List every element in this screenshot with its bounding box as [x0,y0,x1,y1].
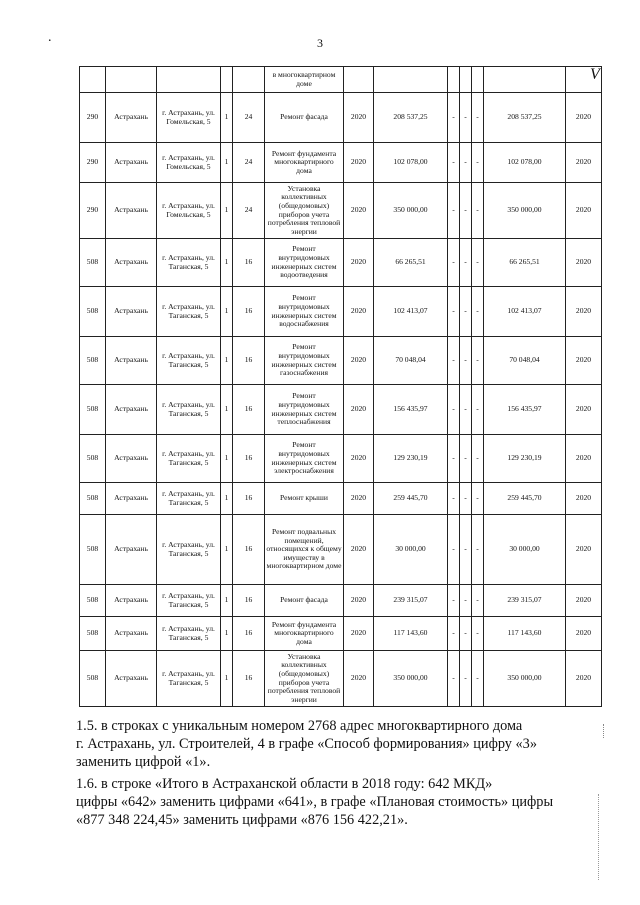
year-cell: 2020 [566,337,602,385]
city-cell: Астрахань [106,337,157,385]
dash-cell: - [448,385,460,435]
count-cell: 1 [221,435,233,483]
table-row [80,435,602,483]
dash-cell: - [448,183,460,239]
address-cell: г. Астрахань, ул. Таганская, 5 [157,617,221,651]
year-cell: 2020 [566,483,602,515]
dash-cell: - [472,287,484,337]
row-number-cell: 508 [80,287,106,337]
city-cell: Астрахань [106,617,157,651]
count-cell: 1 [221,239,233,287]
count-cell: 1 [221,585,233,617]
year-cell: 2020 [344,287,374,337]
count-cell: 24 [233,183,265,239]
city-cell: Астрахань [106,239,157,287]
year-cell: 2020 [566,617,602,651]
work-type-cell: Ремонт внутридомовых инженерных систем водоотведения [265,239,344,287]
table-row [80,515,602,585]
dash-cell: - [472,143,484,183]
page-number: 3 [317,36,323,50]
repair-program-table [79,66,602,707]
dash-cell: - [448,143,460,183]
row-number-cell: 508 [80,651,106,707]
row-number-cell: 290 [80,183,106,239]
margin-scan-mark [603,724,605,738]
year-cell: 2020 [566,651,602,707]
cost-cell: 129 230,19 [374,435,448,483]
year-cell: 2020 [344,239,374,287]
dash-cell: - [460,483,472,515]
dash-cell: - [472,515,484,585]
count-cell: 1 [221,337,233,385]
total-cost-cell: 30 000,00 [484,515,566,585]
count-cell: 1 [221,143,233,183]
work-type-cell: Ремонт внутридомовых инженерных систем теплоснабжения [265,385,344,435]
year-cell: 2020 [566,385,602,435]
cost-cell: 156 435,97 [374,385,448,435]
dash-cell: - [448,585,460,617]
paragraph-line: цифры «642» заменить цифрами «641», в графе «Плановая стоимость» цифры [76,794,554,810]
cost-cell: 350 000,00 [374,651,448,707]
total-cost-cell: 239 315,07 [484,585,566,617]
work-type-cell: Ремонт фундамента многоквартирного дома [265,617,344,651]
count-cell: 1 [221,385,233,435]
count-cell: 1 [221,617,233,651]
year-cell: 2020 [566,143,602,183]
row-number-cell: 290 [80,93,106,143]
year-cell: 2020 [566,183,602,239]
work-type-cell: Ремонт подвальных помещений, относящихся к общему имуществу в многоквартирном доме [265,515,344,585]
cost-cell: 30 000,00 [374,515,448,585]
dash-cell: - [472,385,484,435]
row-number-cell: 508 [80,515,106,585]
dash-cell: - [472,483,484,515]
cost-cell: 350 000,00 [374,183,448,239]
total-cost-cell: 350 000,00 [484,651,566,707]
table-row [80,143,602,183]
dash-cell: - [460,183,472,239]
paragraph-line: 1.5. в строках с уникальным номером 2768 адрес многоквартирного дома [76,718,523,734]
city-cell: Астрахань [106,385,157,435]
address-cell: г. Астрахань, ул. Таганская, 5 [157,651,221,707]
work-type-cell: Ремонт фундамента многоквартирного дома [265,143,344,183]
total-cost-cell: 102 078,00 [484,143,566,183]
dash-cell: - [460,385,472,435]
dash-cell: - [460,651,472,707]
city-cell: Астрахань [106,435,157,483]
city-cell: Астрахань [106,93,157,143]
count-cell: 24 [233,93,265,143]
dash-cell: - [460,617,472,651]
city-cell: Астрахань [106,585,157,617]
table-row-fragment [80,67,602,93]
total-cost-cell: 66 265,51 [484,239,566,287]
city-cell: Астрахань [106,651,157,707]
total-cost-cell: 156 435,97 [484,385,566,435]
city-cell: Астрахань [106,183,157,239]
dash-cell: - [460,143,472,183]
address-cell: г. Астрахань, ул. Таганская, 5 [157,515,221,585]
dash-cell: - [460,239,472,287]
dash-cell: - [472,585,484,617]
dash-cell: - [472,239,484,287]
dash-cell: - [472,93,484,143]
dash-cell: - [448,651,460,707]
work-type-cell: Установка коллективных (общедомовых) приборов учета потребления тепловой энергии [265,651,344,707]
row-number-cell: 508 [80,337,106,385]
total-cost-cell: 102 413,07 [484,287,566,337]
address-cell: г. Астрахань, ул. Гомельская, 5 [157,183,221,239]
row-number-cell: 508 [80,385,106,435]
paragraph-line: 1.6. в строке «Итого в Астраханской области в 2018 году: 642 МКД» [76,776,493,792]
work-type-cell: Ремонт крыши [265,483,344,515]
count-cell: 1 [221,93,233,143]
work-type-cell: Ремонт фасада [265,585,344,617]
year-cell: 2020 [566,515,602,585]
table-row [80,287,602,337]
year-cell: 2020 [566,93,602,143]
dash-cell: - [472,651,484,707]
dash-cell: - [460,337,472,385]
work-type-cell: Ремонт внутридомовых инженерных систем электроснабжения [265,435,344,483]
address-cell: г. Астрахань, ул. Таганская, 5 [157,337,221,385]
count-cell: 16 [233,435,265,483]
count-cell: 16 [233,239,265,287]
table-row [80,239,602,287]
cost-cell: 117 143,60 [374,617,448,651]
year-cell: 2020 [344,337,374,385]
table-row [80,617,602,651]
paragraph-line: г. Астрахань, ул. Строителей, 4 в графе «Способ формирования» цифру «3» [76,736,537,752]
dash-cell: - [460,435,472,483]
year-cell: 2020 [344,385,374,435]
dash-cell: - [448,435,460,483]
year-cell: 2020 [566,585,602,617]
dash-cell: - [472,617,484,651]
total-cost-cell: 259 445,70 [484,483,566,515]
count-cell: 16 [233,515,265,585]
count-cell: 16 [233,337,265,385]
dash-cell: - [472,435,484,483]
count-cell: 1 [221,515,233,585]
dash-cell: - [472,337,484,385]
work-type-cell: Ремонт внутридомовых инженерных систем газоснабжения [265,337,344,385]
year-cell: 2020 [566,435,602,483]
work-type-cell: в многоквартирном доме [265,67,344,93]
year-cell: 2020 [344,515,374,585]
table-row [80,483,602,515]
paragraph-line: заменить цифрой «1». [76,754,211,770]
margin-scan-mark [598,794,600,880]
count-cell: 1 [221,483,233,515]
cost-cell: 102 413,07 [374,287,448,337]
dash-cell: - [448,239,460,287]
year-cell: 2020 [344,183,374,239]
count-cell: 16 [233,287,265,337]
year-cell: 2020 [344,483,374,515]
work-type-cell: Ремонт фасада [265,93,344,143]
work-type-cell: Установка коллективных (общедомовых) приборов учета потребления тепловой энергии [265,183,344,239]
address-cell: г. Астрахань, ул. Таганская, 5 [157,585,221,617]
dash-cell: - [460,585,472,617]
handwritten-check-mark: V [590,66,600,83]
table-row [80,183,602,239]
table-row [80,93,602,143]
row-number-cell: 290 [80,143,106,183]
city-cell: Астрахань [106,483,157,515]
year-cell: 2020 [344,585,374,617]
cost-cell: 208 537,25 [374,93,448,143]
address-cell: г. Астрахань, ул. Гомельская, 5 [157,143,221,183]
year-cell: 2020 [344,617,374,651]
count-cell: 1 [221,651,233,707]
dash-cell: - [448,93,460,143]
address-cell: г. Астрахань, ул. Таганская, 5 [157,287,221,337]
year-cell: 2020 [344,143,374,183]
row-number-cell: 508 [80,585,106,617]
cost-cell: 66 265,51 [374,239,448,287]
address-cell: г. Астрахань, ул. Таганская, 5 [157,385,221,435]
count-cell: 16 [233,617,265,651]
count-cell: 16 [233,385,265,435]
count-cell: 1 [221,287,233,337]
row-number-cell: 508 [80,239,106,287]
table-row [80,385,602,435]
paragraph-1-6 [76,775,598,829]
address-cell: г. Астрахань, ул. Таганская, 5 [157,239,221,287]
year-cell: 2020 [566,287,602,337]
dash-cell: - [460,515,472,585]
dash-cell: - [448,515,460,585]
cost-cell: 239 315,07 [374,585,448,617]
dash-cell: - [472,183,484,239]
table-row [80,651,602,707]
row-number-cell: 508 [80,435,106,483]
dash-cell: - [460,93,472,143]
paragraph-1-5 [76,717,598,771]
count-cell: 16 [233,483,265,515]
speck-mark: . [48,30,52,45]
cost-cell: 102 078,00 [374,143,448,183]
count-cell: 24 [233,143,265,183]
dash-cell: - [448,617,460,651]
count-cell: 16 [233,585,265,617]
dash-cell: - [448,483,460,515]
cost-cell: 70 048,04 [374,337,448,385]
dash-cell: - [448,287,460,337]
count-cell: 1 [221,183,233,239]
cost-cell: 259 445,70 [374,483,448,515]
total-cost-cell: 350 000,00 [484,183,566,239]
address-cell: г. Астрахань, ул. Таганская, 5 [157,483,221,515]
city-cell: Астрахань [106,515,157,585]
city-cell: Астрахань [106,287,157,337]
row-number-cell: 508 [80,617,106,651]
total-cost-cell: 70 048,04 [484,337,566,385]
count-cell: 16 [233,651,265,707]
total-cost-cell: 208 537,25 [484,93,566,143]
table-row [80,585,602,617]
dash-cell: - [460,287,472,337]
year-cell: 2020 [344,435,374,483]
year-cell: 2020 [344,93,374,143]
year-cell: 2020 [344,651,374,707]
dash-cell: - [448,337,460,385]
address-cell: г. Астрахань, ул. Гомельская, 5 [157,93,221,143]
total-cost-cell: 129 230,19 [484,435,566,483]
table-row [80,337,602,385]
paragraph-line: «877 348 224,45» заменить цифрами «876 156 422,21». [76,812,408,828]
year-cell: 2020 [566,239,602,287]
total-cost-cell: 117 143,60 [484,617,566,651]
address-cell: г. Астрахань, ул. Таганская, 5 [157,435,221,483]
work-type-cell: Ремонт внутридомовых инженерных систем водоснабжения [265,287,344,337]
city-cell: Астрахань [106,143,157,183]
row-number-cell: 508 [80,483,106,515]
